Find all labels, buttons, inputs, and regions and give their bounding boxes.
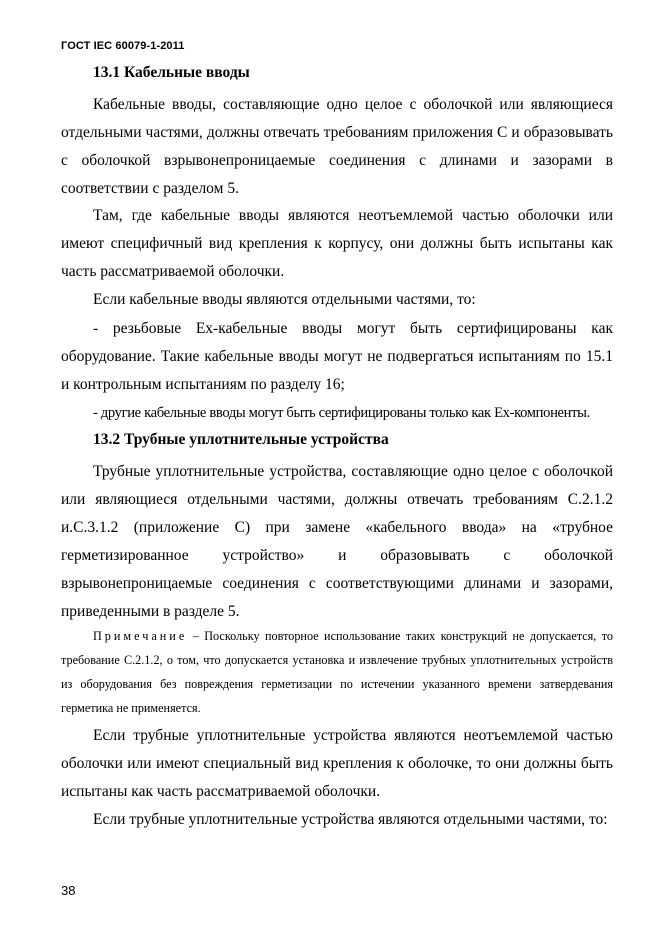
section-heading-13-2: 13.2 Трубные уплотнительные устройства <box>93 431 389 448</box>
paragraph-13-1-p2: Там, где кабельные вводы являются неотъемлемой частью оболочки или имеют специфичный вид крепления к корпусу, они должны быть испытаны как часть рассматриваемой оболочки. <box>61 207 613 280</box>
paragraph-13-1-p1: Кабельные вводы, составляющие одно целое с оболочкой или являющиеся отдельными частями, должны отвечать требованиям приложения С и образовывать с оболочкой взрывонепроницаемые соединения с длинами и зазорами в соответствии с разделом 5. <box>61 96 613 197</box>
paragraph-13-1-p5: - другие кабельные вводы могут быть сертифицированы только как Ех-компоненты. <box>93 405 590 421</box>
note-text: – Поскольку повторное использование таких конструкций не допускается, то требование С.2.1.2, о том, что допускается установка и извлечение трубных уплотнительных устройств из оборудования без повреждения герметизации по истечении указанного времени затвердевания герметика не применяется. <box>61 629 613 715</box>
paragraph-13-1-p4: - резьбовые Ех-кабельные вводы могут быть сертифицированы как оборудование. Такие кабельные вводы могут не подвергаться испытаниям по 15.1 и контрольным испытаниям по разделу 16; <box>61 320 613 393</box>
standard-header: ГОСТ IEC 60079-1-2011 <box>61 40 185 52</box>
page-number: 38 <box>61 883 76 898</box>
paragraph-13-2-p1: Трубные уплотнительные устройства, составляющие одно целое с оболочкой или являющиеся отдельными частями, должны отвечать требованиям С.2.1.2 и.С.3.1.2 (приложение С) при замене «кабельного ввода» на «трубное герметизированное устройство» и образовывать с оболочкой взрывонепроницаемые соединения с соответствующими длинами и зазорами, приведенными в разделе 5. <box>61 463 613 620</box>
paragraph-13-2-p2: Если трубные уплотнительные устройства являются неотъемлемой частью оболочки или имеют специальный вид крепления к оболочке, то они должны быть испытаны как часть рассматриваемой оболочки. <box>61 727 613 800</box>
section-heading-13-1: 13.1 Кабельные вводы <box>93 64 250 81</box>
note-block <box>61 624 613 720</box>
paragraph-13-2-p3: Если трубные уплотнительные устройства являются отдельными частями, то: <box>93 811 608 828</box>
paragraph-13-1-p3: Если кабельные вводы являются отдельными частями, то: <box>93 291 476 308</box>
note-label: Примечание <box>93 629 188 643</box>
